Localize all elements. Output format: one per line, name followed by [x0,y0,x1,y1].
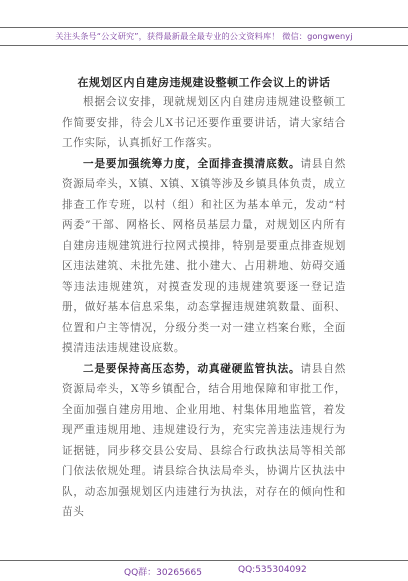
document-title: 在规划区内自建房违规建设整顿工作会议上的讲话 [77,76,331,89]
footer-qq: QQ:535304092 [238,565,307,575]
footer-qq-group: QQ群：30265665 [124,568,202,578]
document-body [62,92,346,523]
section-2-paragraph [62,359,346,523]
section-1-paragraph [62,154,346,359]
section-2-text: 请县自然资源局牵头，X等乡镇配合，结合用地保障和审批工作，全面加强自建房用地、企业用地、村集体用地监管，着发现严重违规用地、违规建设行为，充实完善违法违规行为证据链，同步移交县公安局、县综合行政执法局等相关部门依法依规处理。请县综合执法局牵头，协调片区执法中队，动态加强规划区内违建行为执法，对存在的倾向性和苗头 [62,362,346,518]
header-banner: 关注头条号“公文研究”，获得最新最全最专业的公文资料库！ 微信：gongwenyj [0,27,408,46]
section-2-heading: 二是要保持高压态势，动真碰硬监管执法。 [83,362,301,375]
intro-paragraph: 根据会议安排，现就规划区内自建房违规建设整顿工作简要安排，待会儿X书记还要作重要讲话，请大家结合工作实际，认真抓好工作落实。 [62,96,346,149]
footer-bar [0,560,408,581]
section-1-text: 请县自然资源局牵头，X镇、X镇、X镇等涉及乡镇具体负责，成立排查工作专班，以村（组）和社区为基本单元，发动“村两委”干部、网格长、网格员基层力量，对规划区内所有自建房违规建筑进行拉网式摸排，特别是要重点排查规划区违法建筑、未批先建、批小建大、占用耕地、妨碍交通等违法违规建筑，对摸查发现的违规建筑要逐一登记造册，做好基本信息采集，动态掌握违规建筑数量、面积、位置和户主等情况，分级分类一对一建立档案台账，全面摸清违法违规建设底数。 [62,157,346,354]
section-1-heading: 一是要加强统筹力度，全面排查摸清底数。 [83,157,301,170]
